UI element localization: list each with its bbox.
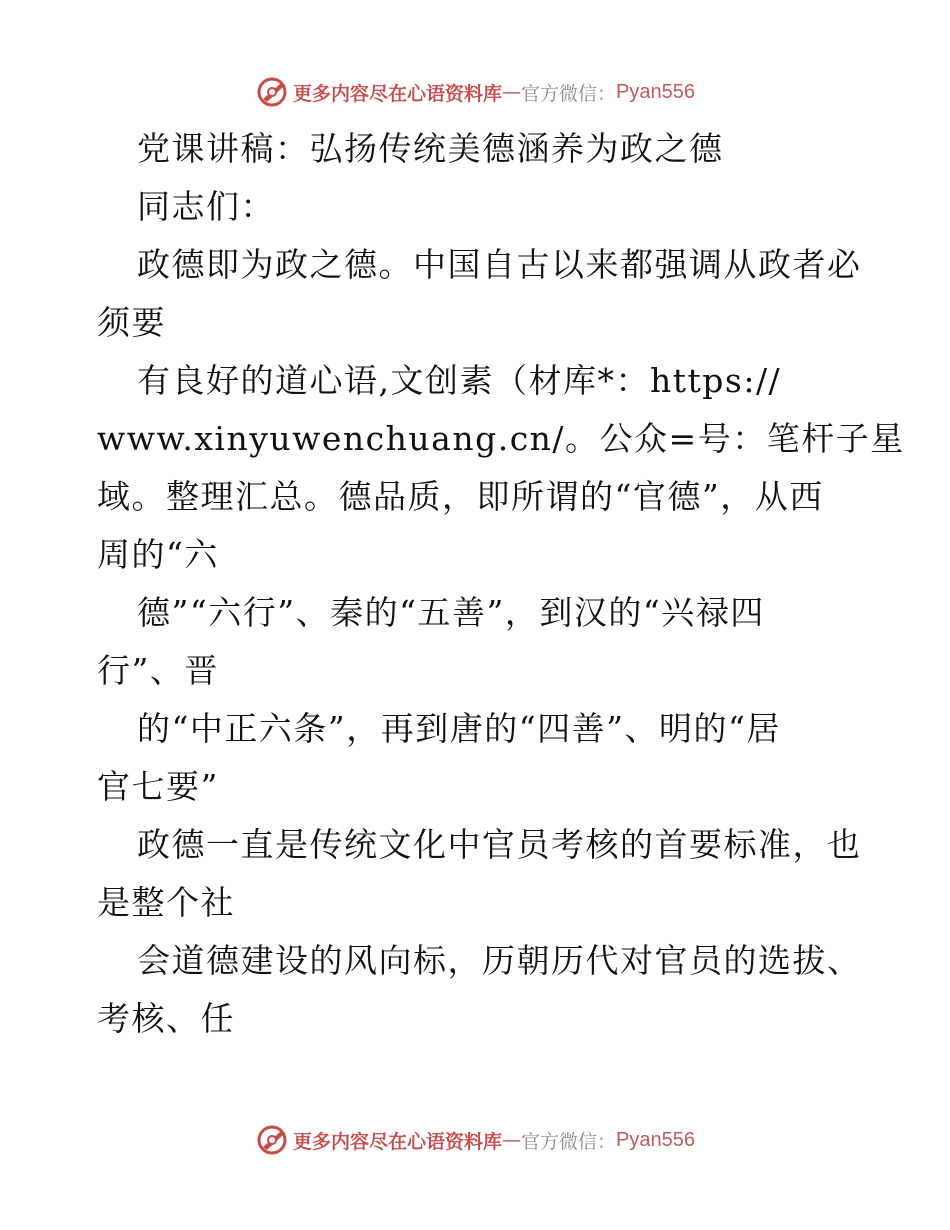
- banner-slogan: 更多内容尽在心语资料库: [293, 82, 503, 105]
- banner-wechat-id: Pyan556: [616, 1128, 695, 1151]
- paragraph-line: 是整个社: [97, 883, 235, 922]
- header-banner: [0, 72, 950, 112]
- paragraph-line: www.xinyuwenchuang.cn/。公众=号：笔杆子星: [97, 419, 905, 458]
- banner-wechat-label: 官方微信：: [521, 82, 617, 105]
- banner-dash: —: [502, 81, 522, 103]
- paragraph-line: 有良好的道心语,文创素（材库*：https://: [137, 361, 782, 400]
- document-body: [97, 120, 905, 1048]
- banner-dash: —: [502, 1129, 522, 1151]
- paragraph-line: 官七要”: [97, 767, 219, 806]
- paragraph-line: 须要: [97, 303, 166, 342]
- paragraph-line: 周的“六: [97, 535, 219, 574]
- paragraph-line: 考核、任: [97, 999, 235, 1038]
- paragraph-line: 行”、晋: [97, 651, 219, 690]
- brand-logo-icon: [255, 1123, 289, 1157]
- brand-logo-icon: [255, 75, 289, 109]
- paragraph-line: 政德一直是传统文化中官员考核的首要标准，也: [137, 825, 862, 864]
- paragraph-line: 域。整理汇总。德品质，即所谓的“官德”，从西: [97, 477, 824, 516]
- paragraph-line: 的“中正六条”，再到唐的“四善”、明的“居: [137, 709, 781, 748]
- banner-wechat-label: 官方微信：: [521, 1130, 617, 1153]
- paragraph-line: 会道德建设的风向标，历朝历代对官员的选拔、: [137, 941, 862, 980]
- banner-slogan: 更多内容尽在心语资料库: [293, 1130, 503, 1153]
- greeting: 同志们：: [137, 187, 275, 226]
- paragraph-line: 政德即为政之德。中国自古以来都强调从政者必: [137, 245, 862, 284]
- footer-banner: [0, 1120, 950, 1160]
- banner-wechat-id: Pyan556: [616, 80, 695, 103]
- document-title: 党课讲稿：弘扬传统美德涵养为政之德: [137, 129, 724, 168]
- paragraph-line: 德”“六行”、秦的“五善”，到汉的“兴禄四: [137, 593, 765, 632]
